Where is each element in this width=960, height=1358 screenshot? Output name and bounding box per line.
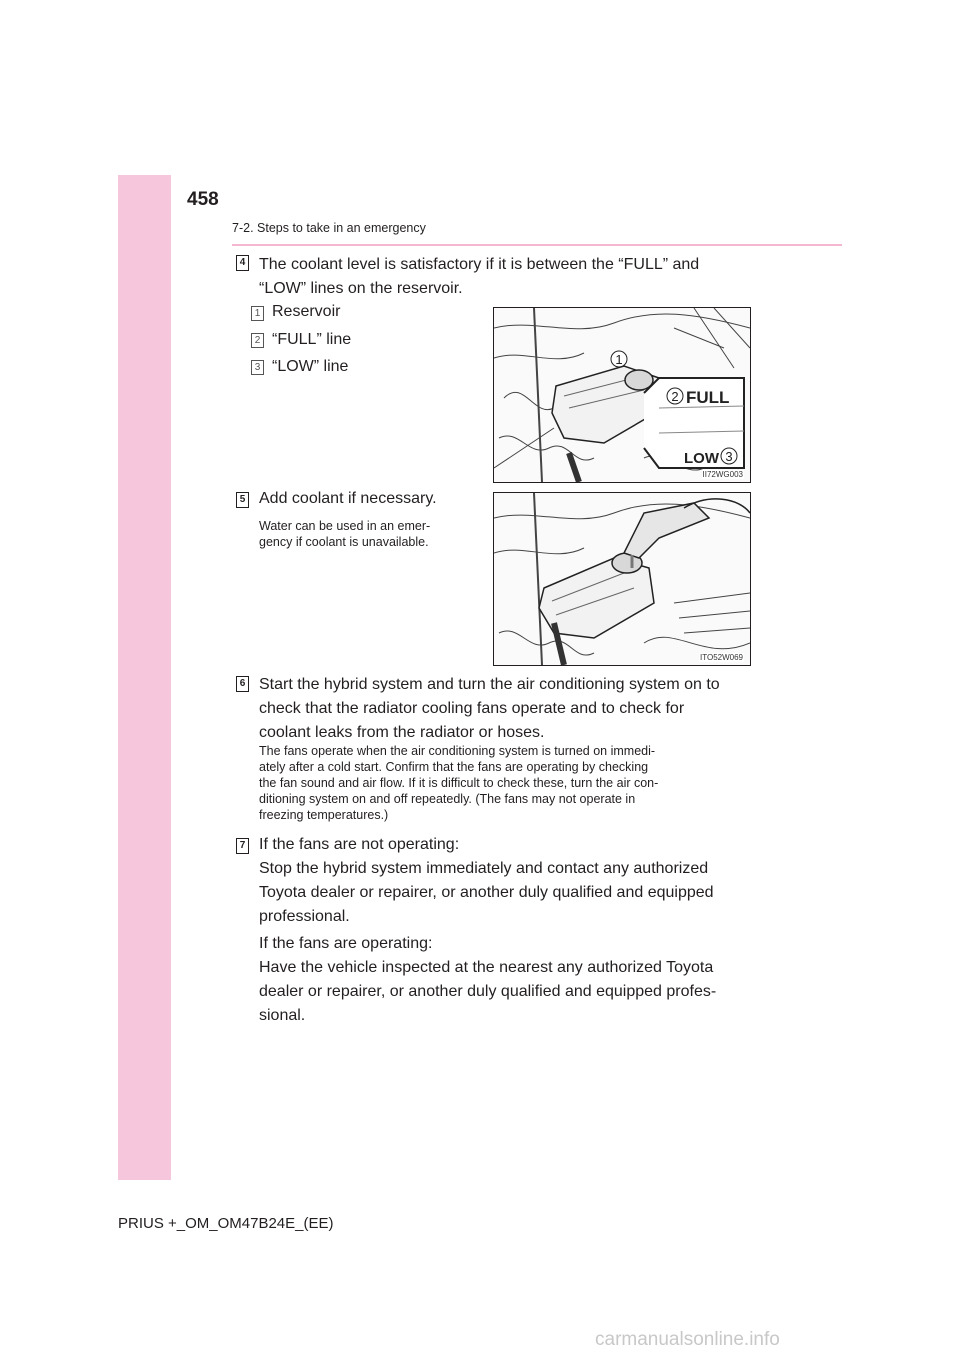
step-6-line-1: Start the hybrid system and turn the air conditioning system on to (259, 676, 720, 693)
step-7-b-line-4: sional. (259, 1007, 306, 1024)
step-5-text: Add coolant if necessary. (259, 490, 437, 507)
step-7-a-line-4: professional. (259, 908, 350, 925)
callout-2-number: 2 (251, 333, 264, 348)
figure-label-3: 3 (725, 449, 733, 464)
document-code-footer: PRIUS +_OM_OM47B24E_(EE) (118, 1215, 334, 1232)
engine-bay-drawing-2 (494, 493, 750, 665)
figure-code: II72WG003 (702, 470, 743, 479)
step-6-line-2: check that the radiator cooling fans operate and to check for (259, 700, 685, 717)
reservoir-level-illustration (493, 307, 751, 483)
step-7-a-line-1: If the fans are not operating: (259, 836, 460, 853)
step-7-number: 7 (236, 838, 249, 854)
step-6-note-line-5: freezing temperatures.) (259, 808, 389, 822)
low-marking: LOW (684, 450, 719, 467)
step-6-note-line-3: the fan sound and air flow. If it is difficult to check these, turn the air con- (259, 776, 659, 790)
callout-3-number: 3 (251, 360, 264, 375)
step-4-line-2: “LOW” lines on the reservoir. (259, 280, 463, 297)
step-7-b-line-3: dealer or repairer, or another duly qualified and equipped profes- (259, 983, 717, 1000)
step-6-note-line-2: ately after a cold start. Confirm that the fans are operating by checking (259, 760, 649, 774)
step-6-note-line-1: The fans operate when the air conditioning system is turned on immedi- (259, 744, 656, 758)
sidebar-tab (118, 175, 171, 1180)
page-number: 458 (187, 189, 219, 210)
engine-bay-drawing (494, 308, 750, 482)
step-6-note-line-4: ditioning system on and off repeatedly. (The fans may not operate in (259, 792, 636, 806)
figure-code-2: ITO52W069 (700, 653, 743, 662)
step-5-note-line-2: gency if coolant is unavailable. (259, 535, 429, 549)
step-6-number: 6 (236, 676, 249, 692)
step-4-number: 4 (236, 255, 249, 271)
callout-2-label: “FULL” line (272, 331, 352, 348)
figure-label-1: 1 (615, 352, 623, 367)
callout-1-label: Reservoir (272, 303, 341, 320)
step-4-line-1: The coolant level is satisfactory if it is between the “FULL” and (259, 256, 700, 273)
watermark: carmanualsonline.info (595, 1329, 780, 1350)
step-7-b-line-2: Have the vehicle inspected at the nearest any authorized Toyota (259, 959, 714, 976)
step-7-a-line-2: Stop the hybrid system immediately and contact any authorized (259, 860, 709, 877)
step-6-line-3: coolant leaks from the radiator or hoses. (259, 724, 545, 741)
section-title: 7-2. Steps to take in an emergency (232, 221, 426, 235)
callout-3-label: “LOW” line (272, 358, 349, 375)
callout-1-number: 1 (251, 306, 264, 321)
figure-label-2: 2 (671, 389, 679, 404)
adding-coolant-illustration (493, 492, 751, 666)
full-marking: FULL (686, 388, 730, 407)
step-5-number: 5 (236, 492, 249, 508)
header-rule (232, 244, 842, 246)
step-5-note-line-1: Water can be used in an emer- (259, 519, 431, 533)
step-7-a-line-3: Toyota dealer or repairer, or another duly qualified and equipped (259, 884, 714, 901)
step-7-b-line-1: If the fans are operating: (259, 935, 433, 952)
